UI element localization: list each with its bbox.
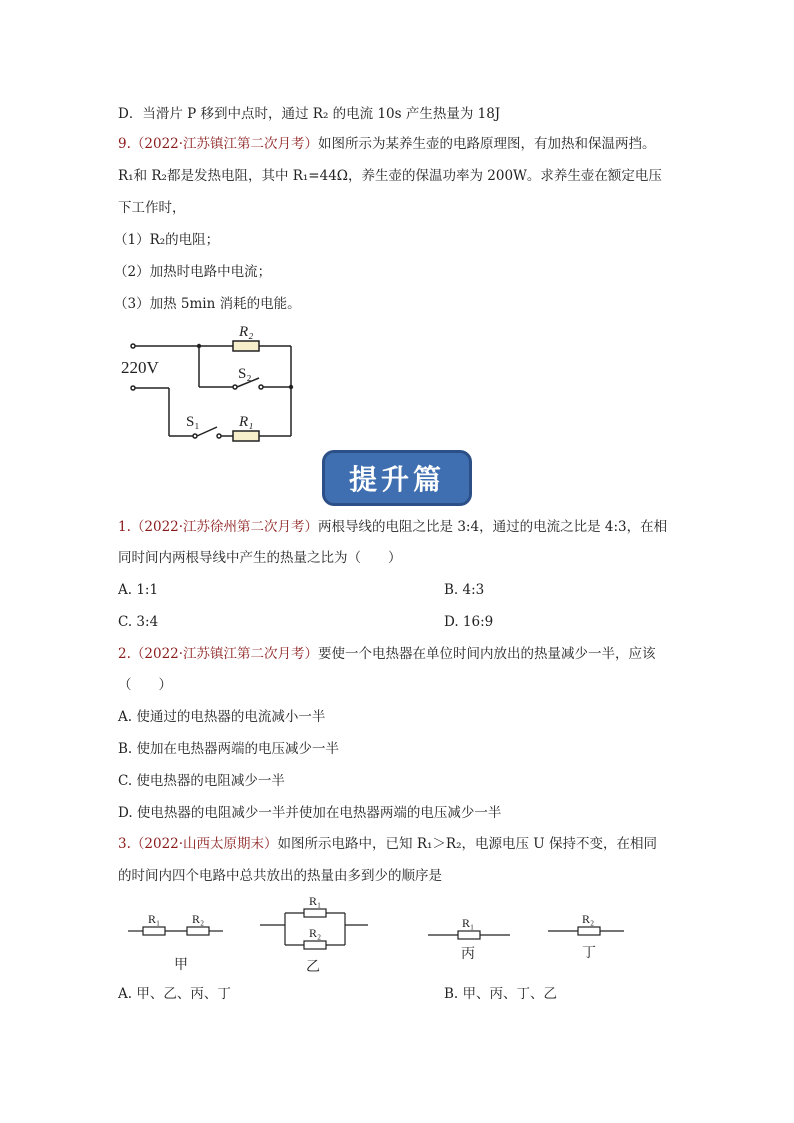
question-text: 两根导线的电阻之比是 3:4，通过的电流之比是 4:3，在相 <box>318 519 668 535</box>
question-text: 如图所示为某养生壶的电路原理图，有加热和保温两挡。 <box>318 136 656 152</box>
question-9-line3: 下工作时， <box>118 200 186 216</box>
question-2-line1 <box>118 644 656 664</box>
q1-option-c: C. 3:4 <box>118 614 159 630</box>
yi-r2-label: R₂ <box>309 926 322 940</box>
question-9-sub2: （2）加热时电路中电流； <box>114 264 272 280</box>
question-1-line2: 同时间内两根导线中产生的热量之比为（ ） <box>118 550 402 566</box>
q1-option-b: B. 4:3 <box>444 582 485 598</box>
jia-r2-label: R₂ <box>192 912 205 926</box>
yi-r1-label: R₁ <box>309 894 322 908</box>
q2-option-b: B. 使加在电热器两端的电压减少一半 <box>118 741 340 757</box>
question-number: 1. <box>118 519 131 535</box>
question-9-sub3: （3）加热 5min 消耗的电能。 <box>114 296 301 312</box>
bing-name: 丙 <box>461 947 475 962</box>
question-text: 要使一个电热器在单位时间内放出的热量减少一半，应该 <box>318 646 656 662</box>
question-9-sub1: （1）R₂的电阻； <box>114 232 220 248</box>
q3-option-a: A. 甲、乙、丙、丁 <box>118 986 231 1002</box>
question-text: 如图所示电路中，已知 R₁＞R₂，电源电压 U 保持不变，在相同 <box>277 836 657 852</box>
question-1-line1 <box>118 517 667 537</box>
voltage-label: 220V <box>121 358 159 377</box>
r2-label: R₂ <box>239 324 254 340</box>
s1-label: S₁ <box>186 414 200 430</box>
question-2-line2: （ ） <box>118 677 172 693</box>
q1-option-d: D. 16:9 <box>444 614 494 630</box>
question-9-line2: R₁和 R₂都是发热电阻，其中 R₁=44Ω，养生壶的保温功率为 200W。求养生壶在额定电压 <box>118 168 662 184</box>
question-number: 2. <box>118 646 131 662</box>
q1-option-a: A. 1:1 <box>118 582 159 598</box>
r1-label: R₁ <box>239 414 254 430</box>
question-9-line1 <box>118 134 656 154</box>
q3-option-b: B. 甲、丙、丁、乙 <box>444 986 558 1002</box>
q2-option-d: D. 使电热器的电阻减少一半并使加在电热器两端的电压减少一半 <box>118 805 502 821</box>
ding-r2-label: R₂ <box>582 912 595 926</box>
bing-r1-label: R₁ <box>462 916 475 930</box>
question-number: 3. <box>118 836 131 852</box>
question-source: （2022·江苏徐州第二次月考） <box>130 519 319 535</box>
q2-option-c: C. 使电热器的电阻减少一半 <box>118 773 285 789</box>
question-source: （2022·山西太原期末） <box>130 836 278 852</box>
ding-name: 丁 <box>582 946 596 961</box>
s2-label: S₂ <box>238 366 252 382</box>
question-3-line1 <box>118 834 657 854</box>
question-source: （2022·江苏镇江第二次月考） <box>130 646 319 662</box>
jia-name: 甲 <box>174 958 188 973</box>
section-banner <box>322 450 472 506</box>
jia-r1-label: R₁ <box>148 912 161 926</box>
question-source: （2022·江苏镇江第二次月考） <box>130 136 319 152</box>
option-d-previous: D．当滑片 P 移到中点时，通过 R₂ 的电流 10s 产生热量为 18J <box>118 106 501 122</box>
question-number: 9. <box>118 136 131 152</box>
question-3-line2: 的时间内四个电路中总共放出的热量由多到少的顺序是 <box>118 868 442 884</box>
yi-name: 乙 <box>306 960 320 975</box>
banner-title: 提升篇 <box>348 463 445 496</box>
q2-option-a: A. 使通过的电热器的电流减小一半 <box>118 709 326 725</box>
